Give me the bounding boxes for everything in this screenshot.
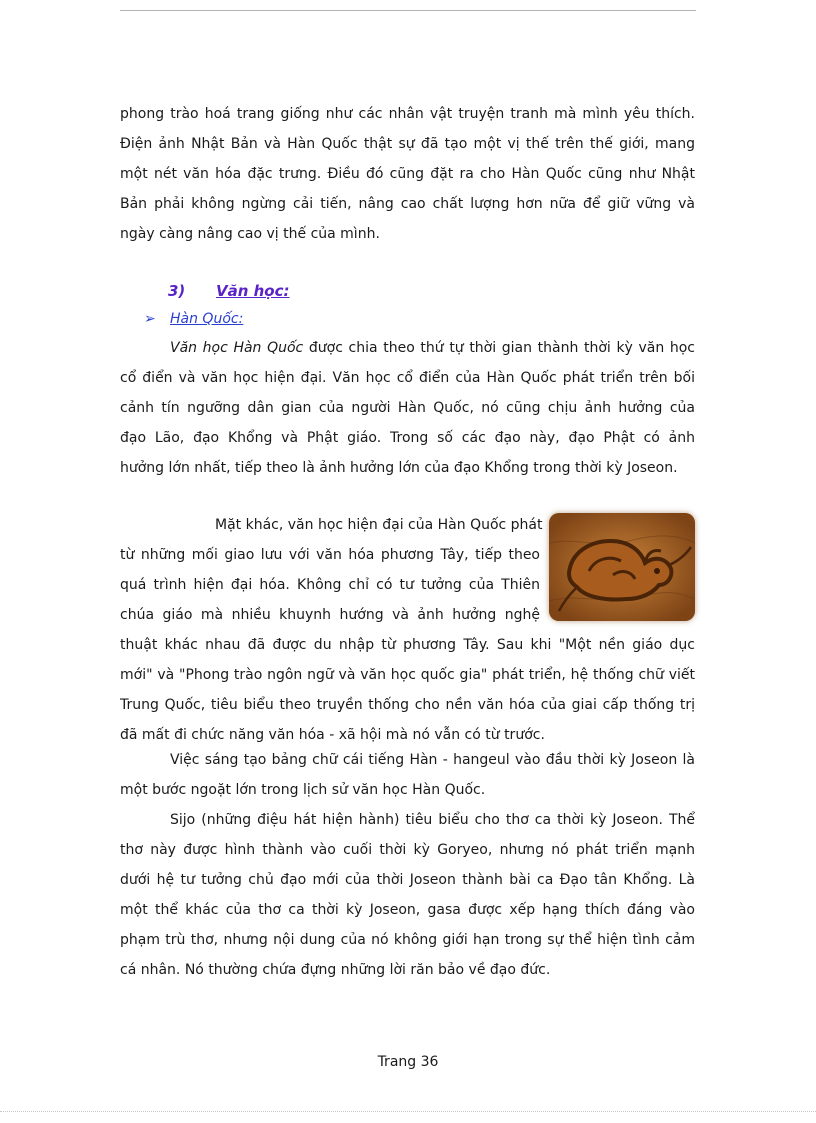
text-line: một bước ngoặt lớn trong lịch sử văn học Hàn Quốc.: [120, 782, 486, 798]
text-line: chúa giáo mà nhiều khuynh hướng và ảnh hưởng nghệ: [120, 607, 540, 623]
text-line: đạo Lão, đạo Khổng và Phật giáo. Trong số các đạo này, đạo Phật có ảnh: [120, 430, 695, 446]
paragraph-literature-intro: [120, 333, 695, 483]
cave-painting-illustration: [549, 513, 695, 621]
text-line: quá trình hiện đại hóa. Không chỉ có tư tưởng của Thiên: [120, 577, 540, 593]
subsection-heading: [144, 304, 243, 334]
cave-painting-image: [549, 513, 695, 621]
paragraph-hangeul: [120, 745, 695, 805]
page-number: Trang 36: [377, 1054, 439, 1070]
section-title: Văn học:: [216, 282, 290, 300]
text-line: hưởng lớn nhất, tiếp theo là ảnh hưởng lớn của đạo Khổng trong thời kỳ Joseon.: [120, 460, 678, 476]
text-fragment: được chia theo thứ tự thời gian thành thời kỳ văn học: [303, 340, 695, 356]
text-line: cảnh tín ngưỡng dân gian của người Hàn Quốc, nó cũng chịu ảnh hưởng của: [120, 400, 695, 416]
text-line: thuật khác nhau đã được du nhập từ phương Tây. Sau khi "Một nền giáo dục: [120, 637, 695, 653]
text-line: thơ này được hình thành vào cuối thời kỳ Goryeo, nhưng nó phát triển mạnh: [120, 842, 695, 858]
text-line: Mặt khác, văn học hiện đại của Hàn Quốc phát: [215, 517, 543, 533]
paragraph-sijo: [120, 805, 695, 985]
text-line: Sijo (những điệu hát hiện hành) tiêu biểu cho thơ ca thời kỳ Joseon. Thể: [170, 812, 695, 828]
text-line: đã mất đi chức năng văn hóa - xã hội mà nó vẫn có từ trước.: [120, 727, 545, 743]
text-line: ngày càng nâng cao vị thế của mình.: [120, 226, 380, 242]
text-line: một nét văn hóa đặc trưng. Điều đó cũng đặt ra cho Hàn Quốc cũng như Nhật: [120, 166, 695, 182]
text-line: phạm trù thơ, nhưng nội dung của nó không giới hạn trong sự thể hiện tình cảm: [120, 932, 695, 948]
text-line: mới" và "Phong trào ngôn ngữ và văn học quốc gia" phát triển, hệ thống chữ viết: [120, 667, 695, 683]
text-line: Điện ảnh Nhật Bản và Hàn Quốc thật sự đã tạo một vị thế trên thế giới, mang: [120, 136, 695, 152]
subsection-link-han-quoc[interactable]: Hàn Quốc:: [170, 311, 244, 327]
arrow-bullet-icon: ➢: [144, 311, 156, 327]
text-line: Trung Quốc, tiêu biểu theo truyền thống cho nền văn hóa của giai cấp thống trị: [120, 697, 695, 713]
text-line: cá nhân. Nó thường chứa đựng những lời răn bảo về đạo đức.: [120, 962, 551, 978]
text-line: Việc sáng tạo bảng chữ cái tiếng Hàn - hangeul vào đầu thời kỳ Joseon là: [170, 752, 695, 768]
text-line: cổ điển và văn học hiện đại. Văn học cổ điển của Hàn Quốc phát triển trên bối: [120, 370, 695, 386]
footer-rule: [0, 1111, 816, 1112]
text-line: từ những mối giao lưu với văn hóa phương Tây, tiếp theo: [120, 547, 540, 563]
italic-term: Văn học Hàn Quốc: [170, 340, 304, 356]
paragraph-cinema: [120, 99, 695, 249]
section-number: 3): [168, 282, 186, 300]
text-line: Bản phải không ngừng cải tiến, nâng cao chất lượng hơn nữa để giữ vững và: [120, 196, 695, 212]
text-line: dưới hệ tư tưởng chủ đạo mới của thời Joseon thành bài ca Đạo tân Khổng. Là: [120, 872, 695, 888]
section-heading: [168, 276, 290, 306]
text-line: phong trào hoá trang giống như các nhân vật truyện tranh mà mình yêu thích.: [120, 106, 695, 122]
text-line: [120, 333, 695, 363]
text-line: một thể khác của thơ ca thời kỳ Joseon, gasa được xếp hạng thích đáng vào: [120, 902, 695, 918]
header-rule: [120, 10, 696, 11]
